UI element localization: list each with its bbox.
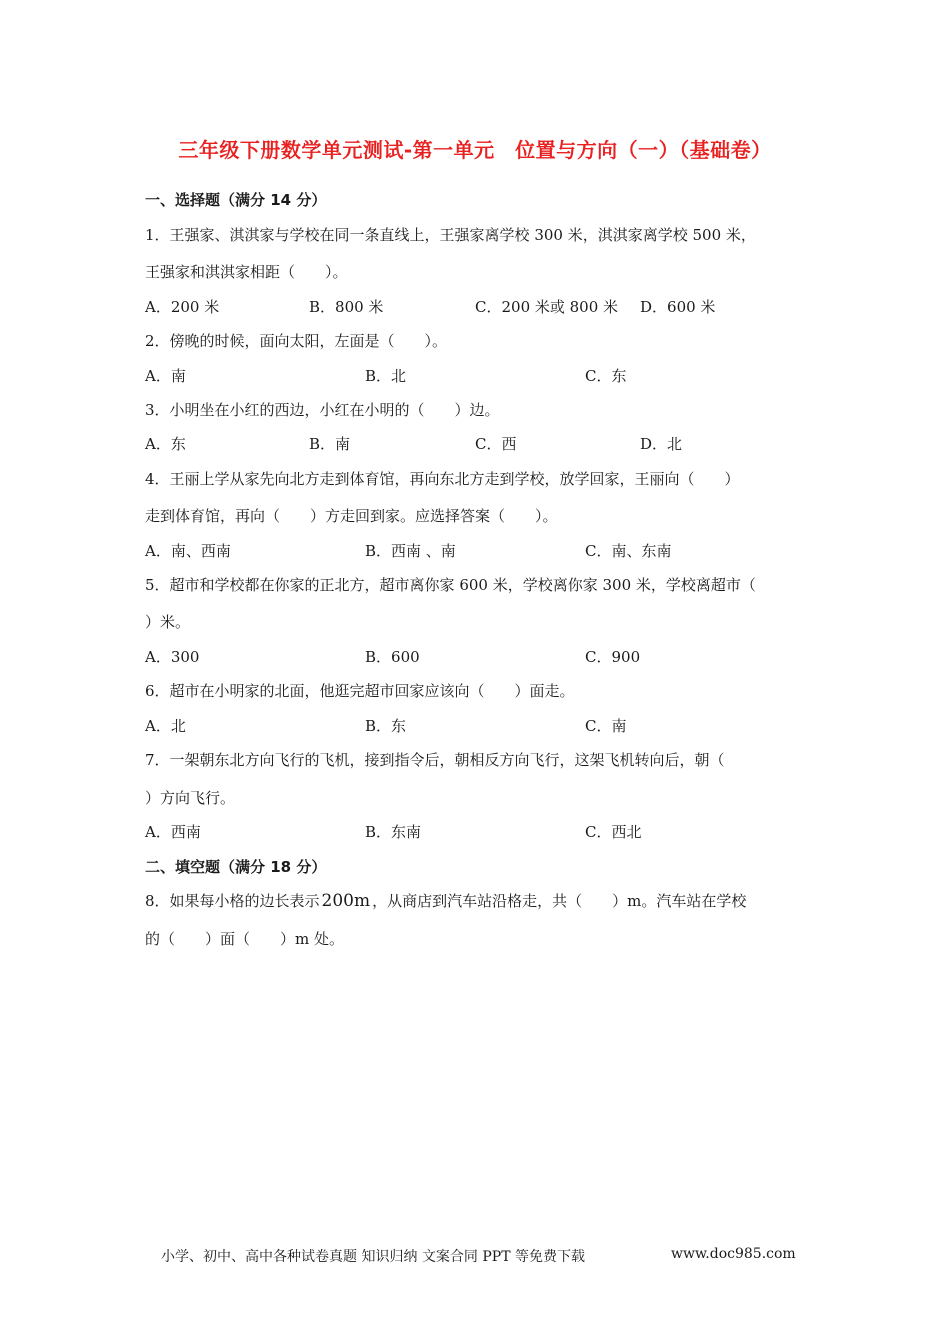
option-b[interactable]: B．南 bbox=[309, 435, 351, 453]
option-c[interactable]: C．西北 bbox=[585, 823, 642, 841]
option-a[interactable]: A．西南 bbox=[145, 823, 201, 841]
question-1-line-2: 王强家和淇淇家相距（ ）。 bbox=[145, 263, 348, 281]
option-c[interactable]: C．东 bbox=[585, 367, 627, 385]
question-8-line-1 bbox=[145, 891, 746, 911]
question-2-line-1: 2．傍晚的时候，面向太阳，左面是（ ）。 bbox=[145, 332, 448, 350]
option-b[interactable]: B．东南 bbox=[365, 823, 422, 841]
option-a[interactable]: A．300 bbox=[145, 648, 200, 666]
question-4-line-1: 4．王丽上学从家先向北方走到体育馆，再向东北方走到学校，放学回家，王丽向（ ） bbox=[145, 470, 740, 488]
option-b[interactable]: B．600 bbox=[365, 648, 420, 666]
page-title: 三年级下册数学单元测试-第一单元 位置与方向（一）（基础卷） bbox=[178, 138, 772, 162]
option-b[interactable]: B．东 bbox=[365, 717, 407, 735]
question-7-line-2: ）方向飞行。 bbox=[145, 789, 236, 807]
section-heading-fill: 二、填空题（满分 18 分） bbox=[145, 858, 327, 876]
option-c[interactable]: C．900 bbox=[585, 648, 641, 666]
option-b[interactable]: B．西南 、南 bbox=[365, 542, 456, 560]
footer-site-link[interactable]: www.doc985.com bbox=[671, 1246, 796, 1262]
q8-unit-formula: 200m bbox=[321, 891, 371, 911]
question-7-line-1: 7．一架朝东北方向飞行的飞机，接到指令后，朝相反方向飞行，这架飞机转向后，朝（ bbox=[145, 751, 725, 769]
option-c[interactable]: C．西 bbox=[475, 435, 517, 453]
option-a[interactable]: A．南、西南 bbox=[145, 542, 231, 560]
option-a[interactable]: A．东 bbox=[145, 435, 186, 453]
question-5-line-2: ）米。 bbox=[145, 613, 191, 631]
option-c[interactable]: C．南、东南 bbox=[585, 542, 672, 560]
footer-promo-text: 小学、初中、高中各种试卷真题 知识归纳 文案合同 PPT 等免费下载 bbox=[161, 1249, 585, 1265]
option-d[interactable]: D．北 bbox=[640, 435, 683, 453]
question-1-line-1: 1．王强家、淇淇家与学校在同一条直线上，王强家离学校 300 米，淇淇家离学校 500 米， bbox=[145, 226, 756, 244]
option-b[interactable]: B．北 bbox=[365, 367, 407, 385]
q8-text-after: ，从商店到汽车站沿格走，共（ ）m。汽车站在学校 bbox=[372, 892, 747, 910]
option-c[interactable]: C．200 米或 800 米 bbox=[475, 298, 619, 316]
question-4-line-2: 走到体育馆，再向（ ）方走回到家。应选择答案（ ）。 bbox=[145, 507, 558, 525]
option-c[interactable]: C．南 bbox=[585, 717, 627, 735]
section-heading-choice: 一、选择题（满分 14 分） bbox=[145, 191, 327, 209]
question-8-line-2: 的（ ）面（ ）m 处。 bbox=[145, 930, 344, 948]
question-6-line-1: 6．超市在小明家的北面，他逛完超市回家应该向（ ）面走。 bbox=[145, 682, 575, 700]
question-3-line-1: 3．小明坐在小红的西边，小红在小明的（ ）边。 bbox=[145, 401, 500, 419]
question-5-line-1: 5．超市和学校都在你家的正北方，超市离你家 600 米，学校离你家 300 米，学校离超市（ bbox=[145, 576, 756, 594]
option-d[interactable]: D．600 米 bbox=[640, 298, 716, 316]
option-b[interactable]: B．800 米 bbox=[309, 298, 384, 316]
option-a[interactable]: A．200 米 bbox=[145, 298, 220, 316]
q8-text-before: 8．如果每小格的边长表示 bbox=[145, 892, 320, 910]
option-a[interactable]: A．南 bbox=[145, 367, 186, 385]
option-a[interactable]: A．北 bbox=[145, 717, 186, 735]
